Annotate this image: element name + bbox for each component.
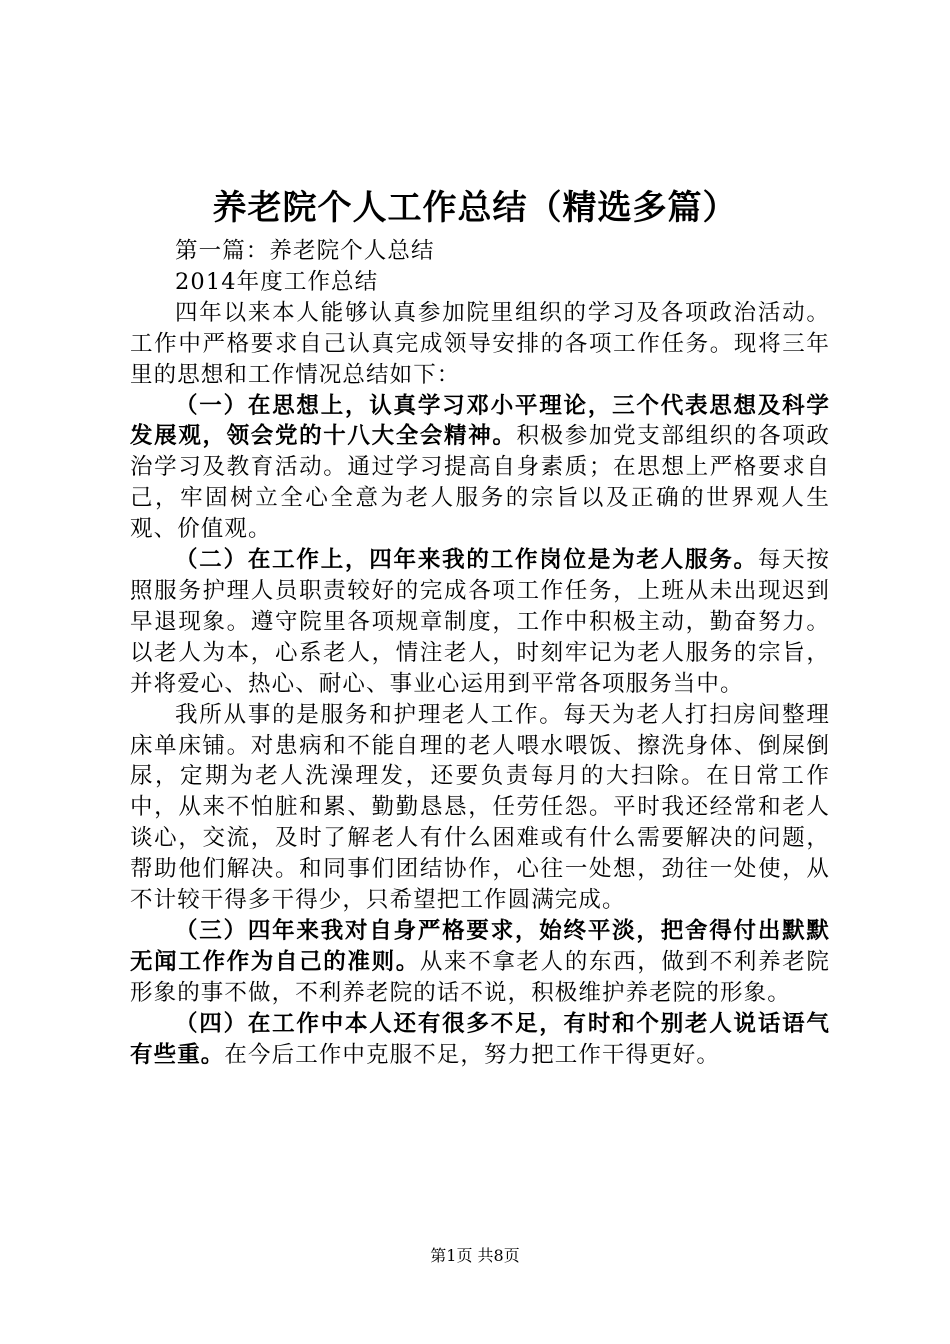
section-paragraph-2	[130, 545, 830, 700]
section-text-4: 从来不拿老人的东西，做到不利养老院形象的事不做，不利养老院的话不说，积极维护养老院的形象。	[130, 948, 831, 1006]
section-paragraph-3	[130, 700, 830, 916]
section-paragraph-5	[130, 1009, 830, 1071]
document-body	[130, 236, 830, 1070]
section-lead-5: （四）在工作中本人还有很多不足，有时和个别老人说话语气有些重。	[130, 1010, 830, 1068]
section-text-1: 积极参加党支部组织的各项政治学习及教育活动。通过学习提高自身素质；在思想上严格要求自己，牢固树立全心全意为老人服务的宗旨以及正确的世界观人生观、价值观。	[130, 423, 830, 543]
section-lead-2: （二）在工作上，四年来我的工作岗位是为老人服务。	[175, 547, 758, 574]
intro-paragraph: 四年以来本人能够认真参加院里组织的学习及各项政治活动。工作中严格要求自己认真完成领导安排的各项工作任务。现将三年里的思想和工作情况总结如下：	[130, 299, 830, 388]
document-title: 养老院个人工作总结（精选多篇）	[212, 188, 738, 228]
section-text-3: 我所从事的是服务和护理老人工作。每天为老人打扫房间整理床单床铺。对患病和不能自理的老人喂水喂饭、擦洗身体、倒屎倒尿，定期为老人洗澡理发，还要负责每月的大扫除。在日常工作中，从来不怕脏和累、勤勤恳恳，任劳任怨。平时我还经常和老人谈心，交流，及时了解老人有什么困难或有什么需要解决的问题，帮助他们解决。和同事们团结协作，心往一处想，劲往一处使，从不计较干得多干得少，只希望把工作圆满完成。	[130, 701, 830, 914]
document-subtitle: 2014年度工作总结	[175, 268, 379, 295]
section-text-5: 在今后工作中克服不足，努力把工作干得更好。	[224, 1041, 721, 1068]
chapter-heading: 第一篇：养老院个人总结	[175, 238, 435, 264]
page-footer: 第1页 共8页	[430, 1246, 520, 1265]
section-paragraph-4	[130, 916, 830, 1009]
section-text-2: 每天按照服务护理人员职责较好的完成各项工作任务，上班从未出现迟到早退现象。遵守院里各项规章制度，工作中积极主动，勤奋努力。以老人为本，心系老人，情注老人，时刻牢记为老人服务的宗旨，并将爱心、热心、耐心、事业心运用到平常各项服务当中。	[130, 547, 830, 697]
section-lead-4: （三）四年来我对自身严格要求，始终平淡，把舍得付出默默无闻工作作为自己的准则。	[130, 917, 830, 975]
section-paragraph-1	[130, 391, 830, 546]
section-lead-1: （一）在思想上，认真学习邓小平理论，三个代表思想及科学发展观，领会党的十八大全会精神。	[130, 392, 830, 450]
